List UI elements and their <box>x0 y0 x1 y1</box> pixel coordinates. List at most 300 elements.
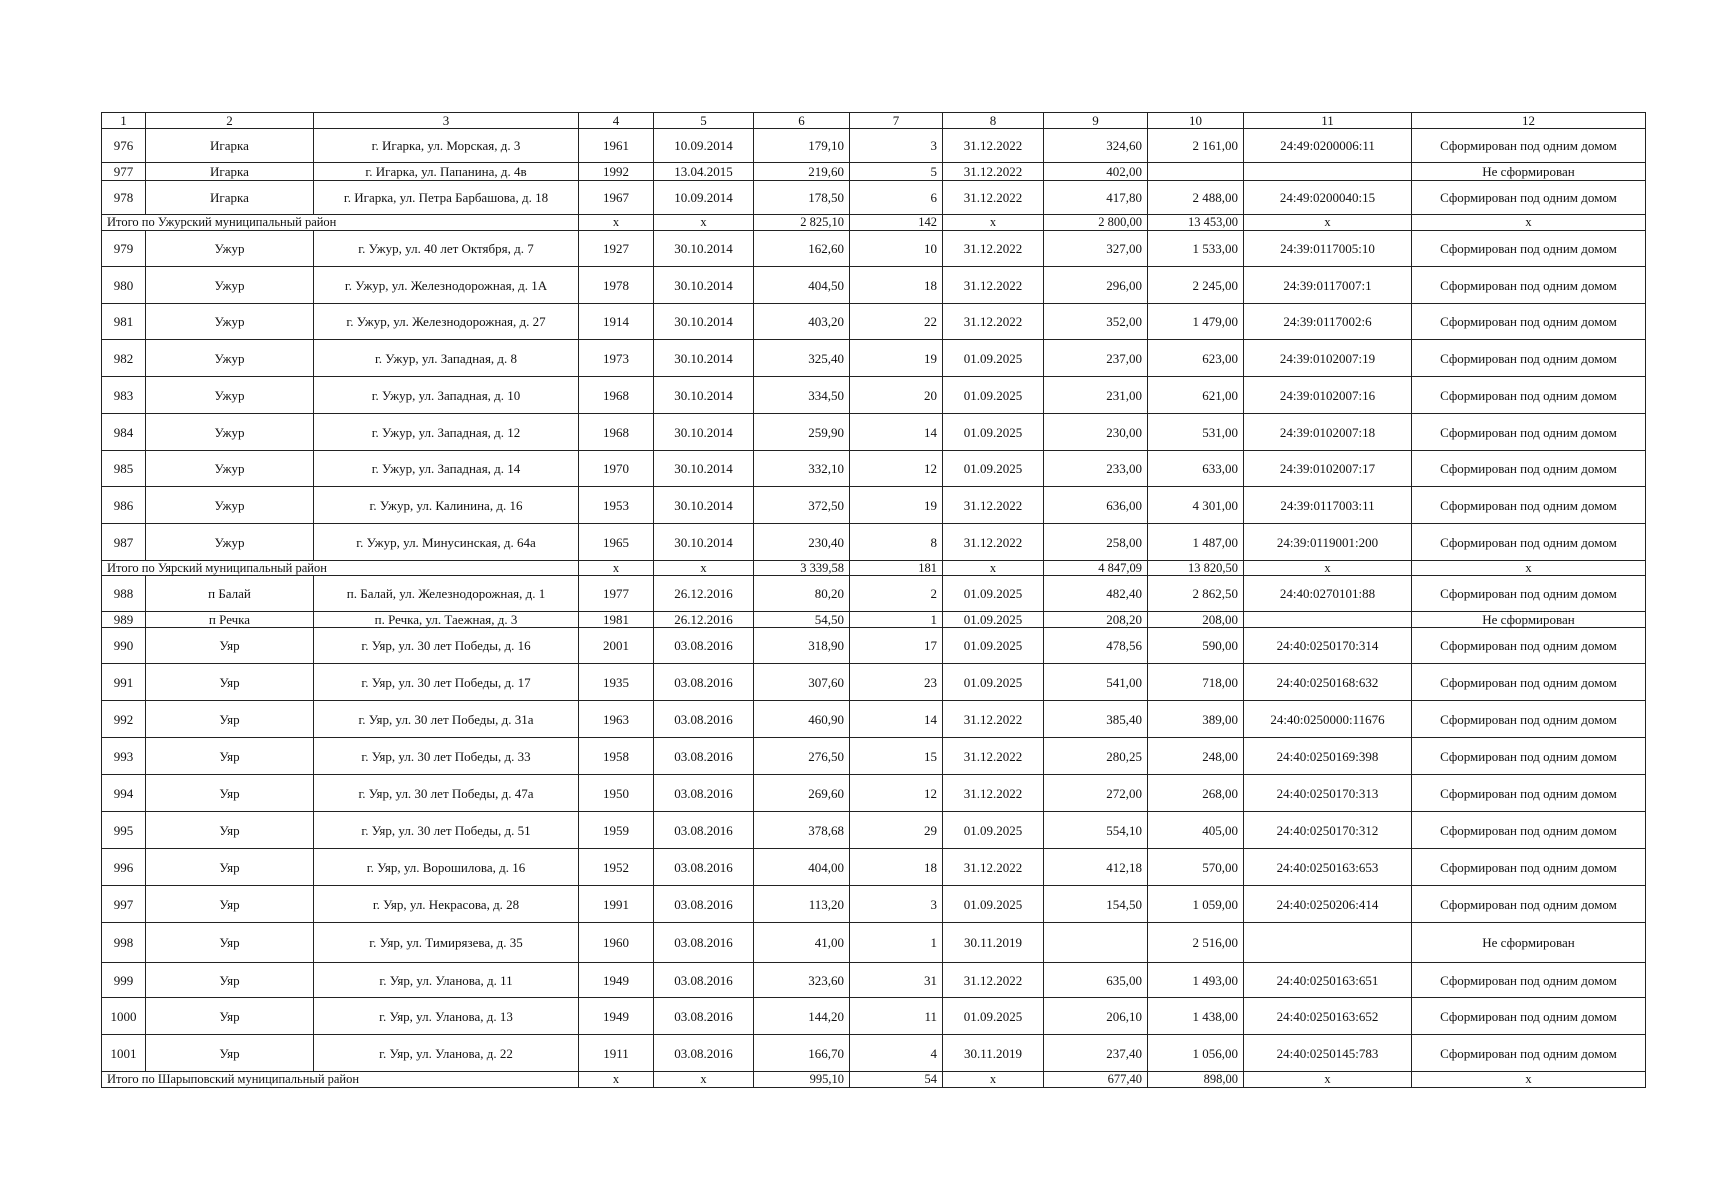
residents-count: 11 <box>850 998 943 1035</box>
land-plot-status: Сформирован под одним домом <box>1412 1035 1646 1072</box>
locality: п Балай <box>146 576 314 612</box>
year-built: 1950 <box>579 775 654 812</box>
row-number: 976 <box>102 129 146 163</box>
locality: Уяр <box>146 886 314 923</box>
land-area-value: 231,00 <box>1044 377 1148 414</box>
land-plot-status: Сформирован под одним домом <box>1412 701 1646 738</box>
year-built: 1981 <box>579 612 654 628</box>
area-value: 995,10 <box>754 1072 850 1088</box>
land-plot-status: Сформирован под одним домом <box>1412 524 1646 561</box>
locality: Уяр <box>146 775 314 812</box>
land-plot-status: Сформирован под одним домом <box>1412 267 1646 304</box>
header-cell-8: 8 <box>943 113 1044 129</box>
deadline-date: 01.09.2025 <box>943 998 1044 1035</box>
year-built: 1965 <box>579 524 654 561</box>
area-value: 219,60 <box>754 163 850 181</box>
locality: Уяр <box>146 963 314 998</box>
table-row <box>102 849 1646 886</box>
column-10-value: 13 453,00 <box>1148 215 1244 231</box>
area-value: 179,10 <box>754 129 850 163</box>
recognition-date: 03.08.2016 <box>654 1035 754 1072</box>
table-row <box>102 129 1646 163</box>
area-value: 230,40 <box>754 524 850 561</box>
land-plot-status: Сформирован под одним домом <box>1412 451 1646 487</box>
year-built: 1949 <box>579 963 654 998</box>
table-row <box>102 163 1646 181</box>
row-number: 982 <box>102 340 146 377</box>
residents-count: 4 <box>850 1035 943 1072</box>
deadline-date: 31.12.2022 <box>943 267 1044 304</box>
column-10-value: 405,00 <box>1148 812 1244 849</box>
residents-count: 5 <box>850 163 943 181</box>
residents-count: 18 <box>850 849 943 886</box>
area-value: 332,10 <box>754 451 850 487</box>
land-plot-status: Сформирован под одним домом <box>1412 998 1646 1035</box>
column-10-value: 1 493,00 <box>1148 963 1244 998</box>
deadline-date: 01.09.2025 <box>943 628 1044 664</box>
year-built: 1991 <box>579 886 654 923</box>
deadline-date: x <box>943 1072 1044 1088</box>
recognition-date: 10.09.2014 <box>654 181 754 215</box>
land-plot-status: Сформирован под одним домом <box>1412 377 1646 414</box>
row-number: 998 <box>102 923 146 963</box>
total-label: Итого по Ужурский муниципальный район <box>102 215 579 231</box>
year-built: x <box>579 1072 654 1088</box>
row-number: 1000 <box>102 998 146 1035</box>
table-row <box>102 267 1646 304</box>
area-value: 41,00 <box>754 923 850 963</box>
deadline-date: 31.12.2022 <box>943 738 1044 775</box>
residents-count: 19 <box>850 340 943 377</box>
deadline-date: 01.09.2025 <box>943 340 1044 377</box>
column-10-value: 1 059,00 <box>1148 886 1244 923</box>
recognition-date: 13.04.2015 <box>654 163 754 181</box>
address: г. Уяр, ул. 30 лет Победы, д. 17 <box>314 664 579 701</box>
deadline-date: 31.12.2022 <box>943 524 1044 561</box>
recognition-date: 30.10.2014 <box>654 414 754 451</box>
row-number: 986 <box>102 487 146 524</box>
column-10-value: 2 488,00 <box>1148 181 1244 215</box>
residents-count: 181 <box>850 561 943 576</box>
table-row <box>102 181 1646 215</box>
residents-count: 20 <box>850 377 943 414</box>
column-10-value: 531,00 <box>1148 414 1244 451</box>
locality: Ужур <box>146 340 314 377</box>
header-cell-7: 7 <box>850 113 943 129</box>
area-value: 54,50 <box>754 612 850 628</box>
column-10-value: 570,00 <box>1148 849 1244 886</box>
recognition-date: 30.10.2014 <box>654 340 754 377</box>
recognition-date: x <box>654 215 754 231</box>
land-area-value: 280,25 <box>1044 738 1148 775</box>
table-body <box>102 113 1646 1088</box>
cadastral-number: 24:39:0102007:17 <box>1244 451 1412 487</box>
column-10-value: 623,00 <box>1148 340 1244 377</box>
column-10-value: 208,00 <box>1148 612 1244 628</box>
deadline-date: 31.12.2022 <box>943 163 1044 181</box>
area-value: 325,40 <box>754 340 850 377</box>
land-plot-status: Сформирован под одним домом <box>1412 664 1646 701</box>
address: г. Уяр, ул. Ворошилова, д. 16 <box>314 849 579 886</box>
table-row <box>102 628 1646 664</box>
locality: Уяр <box>146 812 314 849</box>
table-row <box>102 304 1646 340</box>
land-plot-status: Не сформирован <box>1412 163 1646 181</box>
table-row <box>102 612 1646 628</box>
row-number: 995 <box>102 812 146 849</box>
header-cell-3: 3 <box>314 113 579 129</box>
year-built: 1927 <box>579 231 654 267</box>
cadastral-number <box>1244 163 1412 181</box>
table-row <box>102 524 1646 561</box>
residents-count: 29 <box>850 812 943 849</box>
area-value: 378,68 <box>754 812 850 849</box>
cadastral-number: 24:49:0200040:15 <box>1244 181 1412 215</box>
locality: Уяр <box>146 849 314 886</box>
header-cell-5: 5 <box>654 113 754 129</box>
residents-count: 14 <box>850 701 943 738</box>
table-row <box>102 451 1646 487</box>
year-built: 1911 <box>579 1035 654 1072</box>
land-plot-status: Сформирован под одним домом <box>1412 886 1646 923</box>
address: г. Уяр, ул. Уланова, д. 11 <box>314 963 579 998</box>
residents-count: 6 <box>850 181 943 215</box>
recognition-date: 03.08.2016 <box>654 664 754 701</box>
deadline-date: 01.09.2025 <box>943 812 1044 849</box>
cadastral-number: 24:39:0117005:10 <box>1244 231 1412 267</box>
recognition-date: 30.10.2014 <box>654 451 754 487</box>
deadline-date: 31.12.2022 <box>943 231 1044 267</box>
district-total-row <box>102 1072 1646 1088</box>
area-value: 162,60 <box>754 231 850 267</box>
residents-count: 1 <box>850 923 943 963</box>
deadline-date: 01.09.2025 <box>943 414 1044 451</box>
area-value: 2 825,10 <box>754 215 850 231</box>
address: г. Уяр, ул. Тимирязева, д. 35 <box>314 923 579 963</box>
land-plot-status: Сформирован под одним домом <box>1412 487 1646 524</box>
locality: Игарка <box>146 181 314 215</box>
column-10-value: 1 479,00 <box>1148 304 1244 340</box>
recognition-date: 03.08.2016 <box>654 849 754 886</box>
locality: Уяр <box>146 998 314 1035</box>
recognition-date: 03.08.2016 <box>654 738 754 775</box>
table-row <box>102 414 1646 451</box>
address: г. Уяр, ул. Некрасова, д. 28 <box>314 886 579 923</box>
row-number: 989 <box>102 612 146 628</box>
header-cell-4: 4 <box>579 113 654 129</box>
column-10-value: 2 245,00 <box>1148 267 1244 304</box>
recognition-date: 03.08.2016 <box>654 886 754 923</box>
column-10-value: 2 161,00 <box>1148 129 1244 163</box>
locality: Ужур <box>146 451 314 487</box>
row-number: 979 <box>102 231 146 267</box>
address: г. Ужур, ул. Железнодорожная, д. 27 <box>314 304 579 340</box>
column-10-value: 13 820,50 <box>1148 561 1244 576</box>
column-10-value: 389,00 <box>1148 701 1244 738</box>
column-10-value: 4 301,00 <box>1148 487 1244 524</box>
locality: Ужур <box>146 524 314 561</box>
address: п. Речка, ул. Таежная, д. 3 <box>314 612 579 628</box>
land-area-value: 541,00 <box>1044 664 1148 701</box>
recognition-date: 03.08.2016 <box>654 923 754 963</box>
deadline-date: 31.12.2022 <box>943 181 1044 215</box>
row-number: 977 <box>102 163 146 181</box>
land-plot-status: Сформирован под одним домом <box>1412 775 1646 812</box>
locality: Ужур <box>146 414 314 451</box>
deadline-date: 31.12.2022 <box>943 963 1044 998</box>
land-plot-status: Сформирован под одним домом <box>1412 231 1646 267</box>
locality: Ужур <box>146 267 314 304</box>
header-cell-10: 10 <box>1148 113 1244 129</box>
land-area-value: 677,40 <box>1044 1072 1148 1088</box>
row-number: 987 <box>102 524 146 561</box>
address: г. Уяр, ул. Уланова, д. 13 <box>314 998 579 1035</box>
land-area-value: 482,40 <box>1044 576 1148 612</box>
locality: Уяр <box>146 628 314 664</box>
deadline-date: 31.12.2022 <box>943 129 1044 163</box>
deadline-date: 30.11.2019 <box>943 1035 1044 1072</box>
cadastral-number: 24:40:0250000:11676 <box>1244 701 1412 738</box>
locality: Уяр <box>146 1035 314 1072</box>
land-plot-status: Сформирован под одним домом <box>1412 304 1646 340</box>
cadastral-number: 24:40:0250170:313 <box>1244 775 1412 812</box>
residents-count: 15 <box>850 738 943 775</box>
deadline-date: 01.09.2025 <box>943 664 1044 701</box>
deadline-date: 31.12.2022 <box>943 701 1044 738</box>
header-cell-1: 1 <box>102 113 146 129</box>
locality: Ужур <box>146 377 314 414</box>
recognition-date: 10.09.2014 <box>654 129 754 163</box>
table-row <box>102 923 1646 963</box>
area-value: 460,90 <box>754 701 850 738</box>
residents-count: 12 <box>850 451 943 487</box>
row-number: 1001 <box>102 1035 146 1072</box>
residents-count: 1 <box>850 612 943 628</box>
table-row <box>102 886 1646 923</box>
year-built: 1968 <box>579 377 654 414</box>
cadastral-number: 24:40:0250168:632 <box>1244 664 1412 701</box>
cadastral-number: 24:39:0102007:19 <box>1244 340 1412 377</box>
column-10-value: 621,00 <box>1148 377 1244 414</box>
recognition-date: 30.10.2014 <box>654 304 754 340</box>
area-value: 404,00 <box>754 849 850 886</box>
year-built: 1970 <box>579 451 654 487</box>
area-value: 259,90 <box>754 414 850 451</box>
cadastral-number: 24:49:0200006:11 <box>1244 129 1412 163</box>
recognition-date: 30.10.2014 <box>654 231 754 267</box>
table-row <box>102 664 1646 701</box>
land-plot-status: Сформирован под одним домом <box>1412 812 1646 849</box>
table-row <box>102 576 1646 612</box>
year-built: 1935 <box>579 664 654 701</box>
year-built: 1961 <box>579 129 654 163</box>
total-label: Итого по Уярский муниципальный район <box>102 561 579 576</box>
cadastral-number <box>1244 612 1412 628</box>
area-value: 307,60 <box>754 664 850 701</box>
locality: Игарка <box>146 129 314 163</box>
year-built: 1968 <box>579 414 654 451</box>
column-10-value <box>1148 163 1244 181</box>
land-plot-status: Сформирован под одним домом <box>1412 628 1646 664</box>
year-built: x <box>579 215 654 231</box>
area-value: 178,50 <box>754 181 850 215</box>
locality: Ужур <box>146 231 314 267</box>
row-number: 990 <box>102 628 146 664</box>
cadastral-number: 24:40:0270101:88 <box>1244 576 1412 612</box>
year-built: 1914 <box>579 304 654 340</box>
column-10-value: 1 056,00 <box>1148 1035 1244 1072</box>
header-cell-11: 11 <box>1244 113 1412 129</box>
land-area-value: 2 800,00 <box>1044 215 1148 231</box>
cadastral-number: 24:39:0102007:16 <box>1244 377 1412 414</box>
land-area-value: 478,56 <box>1044 628 1148 664</box>
recognition-date: x <box>654 1072 754 1088</box>
land-area-value: 296,00 <box>1044 267 1148 304</box>
land-area-value: 636,00 <box>1044 487 1148 524</box>
table-row <box>102 963 1646 998</box>
cadastral-number <box>1244 923 1412 963</box>
table-row <box>102 812 1646 849</box>
row-number: 993 <box>102 738 146 775</box>
column-10-value: 1 438,00 <box>1148 998 1244 1035</box>
column-10-value: 268,00 <box>1148 775 1244 812</box>
land-plot-status: Сформирован под одним домом <box>1412 738 1646 775</box>
area-value: 166,70 <box>754 1035 850 1072</box>
land-area-value: 237,00 <box>1044 340 1148 377</box>
recognition-date: 30.10.2014 <box>654 487 754 524</box>
cadastral-number: 24:40:0250163:651 <box>1244 963 1412 998</box>
address: г. Ужур, ул. 40 лет Октября, д. 7 <box>314 231 579 267</box>
locality: Уяр <box>146 701 314 738</box>
table-row <box>102 701 1646 738</box>
row-number: 994 <box>102 775 146 812</box>
land-area-value: 352,00 <box>1044 304 1148 340</box>
address: г. Ужур, ул. Калинина, д. 16 <box>314 487 579 524</box>
column-10-value: 590,00 <box>1148 628 1244 664</box>
land-area-value: 154,50 <box>1044 886 1148 923</box>
table-row <box>102 231 1646 267</box>
recognition-date: 03.08.2016 <box>654 775 754 812</box>
table-row <box>102 377 1646 414</box>
recognition-date: 30.10.2014 <box>654 267 754 304</box>
deadline-date: x <box>943 561 1044 576</box>
residents-count: 18 <box>850 267 943 304</box>
year-built: 1960 <box>579 923 654 963</box>
land-area-value <box>1044 923 1148 963</box>
table-row <box>102 1035 1646 1072</box>
locality: Уяр <box>146 664 314 701</box>
cadastral-number: 24:40:0250170:312 <box>1244 812 1412 849</box>
land-plot-status: Сформирован под одним домом <box>1412 576 1646 612</box>
column-10-value: 248,00 <box>1148 738 1244 775</box>
row-number: 984 <box>102 414 146 451</box>
land-area-value: 272,00 <box>1044 775 1148 812</box>
land-area-value: 327,00 <box>1044 231 1148 267</box>
deadline-date: 01.09.2025 <box>943 886 1044 923</box>
column-10-value: 1 533,00 <box>1148 231 1244 267</box>
column-10-value: 1 487,00 <box>1148 524 1244 561</box>
area-value: 3 339,58 <box>754 561 850 576</box>
row-number: 983 <box>102 377 146 414</box>
recognition-date: 26.12.2016 <box>654 576 754 612</box>
residents-count: 19 <box>850 487 943 524</box>
year-built: 1958 <box>579 738 654 775</box>
recognition-date: 30.10.2014 <box>654 377 754 414</box>
row-number: 992 <box>102 701 146 738</box>
year-built: 1949 <box>579 998 654 1035</box>
land-area-value: 635,00 <box>1044 963 1148 998</box>
residents-count: 31 <box>850 963 943 998</box>
land-plot-status: x <box>1412 215 1646 231</box>
area-value: 404,50 <box>754 267 850 304</box>
header-cell-2: 2 <box>146 113 314 129</box>
land-area-value: 4 847,09 <box>1044 561 1148 576</box>
deadline-date: 31.12.2022 <box>943 849 1044 886</box>
address: г. Уяр, ул. 30 лет Победы, д. 16 <box>314 628 579 664</box>
year-built: 1952 <box>579 849 654 886</box>
column-number-header-row <box>102 113 1646 129</box>
district-total-row <box>102 215 1646 231</box>
locality: Ужур <box>146 487 314 524</box>
address: г. Ужур, ул. Западная, д. 10 <box>314 377 579 414</box>
residents-count: 12 <box>850 775 943 812</box>
area-value: 403,20 <box>754 304 850 340</box>
recognition-date: 03.08.2016 <box>654 963 754 998</box>
column-10-value: 718,00 <box>1148 664 1244 701</box>
deadline-date: 30.11.2019 <box>943 923 1044 963</box>
locality: Ужур <box>146 304 314 340</box>
deadline-date: 01.09.2025 <box>943 451 1044 487</box>
land-plot-status: x <box>1412 1072 1646 1088</box>
header-cell-9: 9 <box>1044 113 1148 129</box>
year-built: 1959 <box>579 812 654 849</box>
row-number: 991 <box>102 664 146 701</box>
cadastral-number: 24:39:0102007:18 <box>1244 414 1412 451</box>
residents-count: 54 <box>850 1072 943 1088</box>
land-area-value: 206,10 <box>1044 998 1148 1035</box>
land-plot-status: Не сформирован <box>1412 923 1646 963</box>
deadline-date: 01.09.2025 <box>943 377 1044 414</box>
land-area-value: 417,80 <box>1044 181 1148 215</box>
deadline-date: x <box>943 215 1044 231</box>
cadastral-number: 24:39:0119001:200 <box>1244 524 1412 561</box>
cadastral-number: 24:39:0117007:1 <box>1244 267 1412 304</box>
residents-count: 14 <box>850 414 943 451</box>
deadline-date: 31.12.2022 <box>943 775 1044 812</box>
deadline-date: 01.09.2025 <box>943 576 1044 612</box>
address: г. Ужур, ул. Железнодорожная, д. 1А <box>314 267 579 304</box>
residents-count: 2 <box>850 576 943 612</box>
deadline-date: 01.09.2025 <box>943 612 1044 628</box>
year-built: 1992 <box>579 163 654 181</box>
column-10-value: 2 862,50 <box>1148 576 1244 612</box>
recognition-date: 03.08.2016 <box>654 701 754 738</box>
recognition-date: 30.10.2014 <box>654 524 754 561</box>
area-value: 323,60 <box>754 963 850 998</box>
land-area-value: 385,40 <box>1044 701 1148 738</box>
recognition-date: x <box>654 561 754 576</box>
deadline-date: 31.12.2022 <box>943 487 1044 524</box>
total-label: Итого по Шарыповский муниципальный район <box>102 1072 579 1088</box>
row-number: 978 <box>102 181 146 215</box>
district-total-row <box>102 561 1646 576</box>
residents-count: 3 <box>850 129 943 163</box>
residents-count: 23 <box>850 664 943 701</box>
column-10-value: 2 516,00 <box>1148 923 1244 963</box>
address: г. Ужур, ул. Минусинская, д. 64а <box>314 524 579 561</box>
year-built: 1953 <box>579 487 654 524</box>
cadastral-number: 24:40:0250163:652 <box>1244 998 1412 1035</box>
